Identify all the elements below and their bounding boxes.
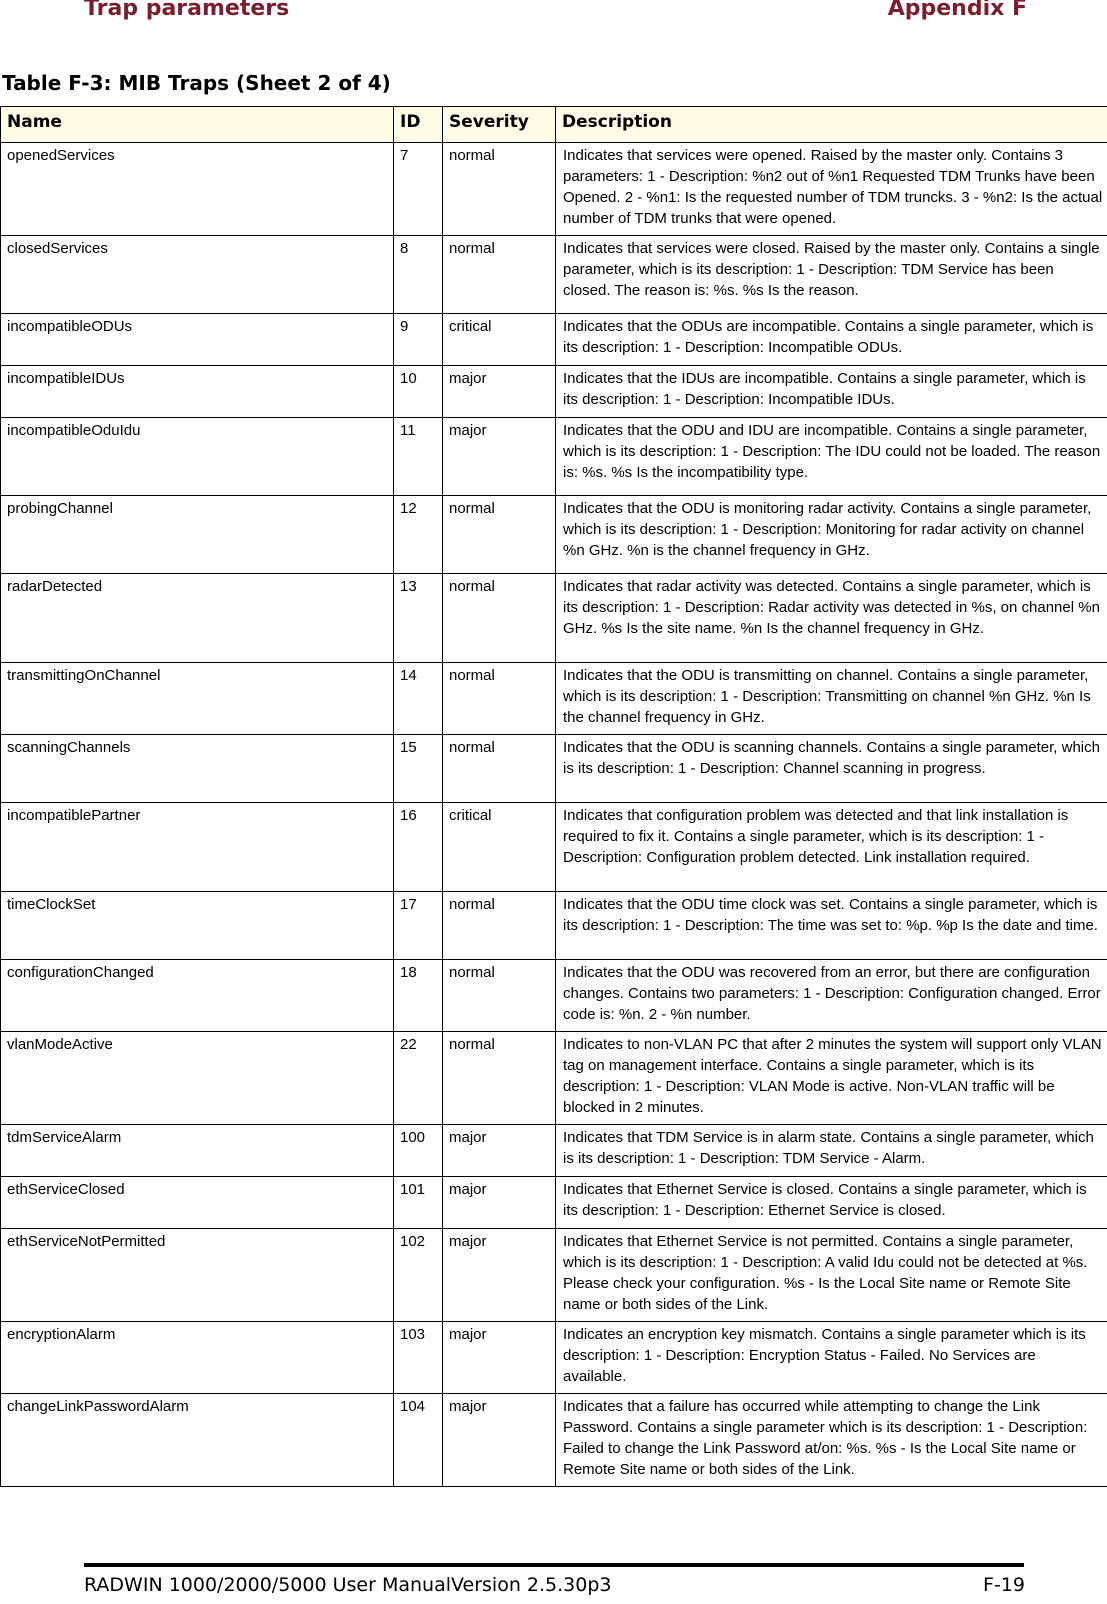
trap-name-cell: incompatiblePartner — [1, 803, 394, 892]
trap-name-cell: incompatibleODUs — [1, 314, 394, 366]
trap-name-cell: configurationChanged — [1, 960, 394, 1032]
trap-id-cell: 11 — [394, 418, 443, 496]
trap-name-cell: timeClockSet — [1, 892, 394, 960]
table-row — [1, 663, 1107, 735]
table-row — [1, 1177, 1107, 1229]
trap-severity-cell: critical — [443, 803, 556, 892]
trap-name-cell: vlanModeActive — [1, 1032, 394, 1125]
trap-name-cell: scanningChannels — [1, 735, 394, 803]
trap-id-cell: 103 — [394, 1322, 443, 1394]
trap-description-cell: Indicates that the ODU is transmitting on channel. Contains a single parameter, which is its description: 1 - Description: Transmitting on channel %n GHz. %n Is the channel frequency in GHz. — [556, 663, 1107, 735]
trap-name-cell: closedServices — [1, 236, 394, 314]
trap-id-cell: 14 — [394, 663, 443, 735]
trap-severity-cell: normal — [443, 496, 556, 574]
trap-name-cell: openedServices — [1, 143, 394, 236]
trap-id-cell: 17 — [394, 892, 443, 960]
trap-severity-cell: major — [443, 418, 556, 496]
table-row — [1, 1125, 1107, 1177]
table-row — [1, 735, 1107, 803]
trap-description-cell: Indicates that the ODU is scanning channels. Contains a single parameter, which is its description: 1 - Description: Channel scanning in progress. — [556, 735, 1107, 803]
trap-severity-cell: major — [443, 1322, 556, 1394]
trap-id-cell: 12 — [394, 496, 443, 574]
trap-id-cell: 8 — [394, 236, 443, 314]
table-header-row — [1, 107, 1107, 143]
trap-severity-cell: major — [443, 366, 556, 418]
footer-manual-title: RADWIN 1000/2000/5000 User ManualVersion 2.5.30p3 — [84, 1574, 612, 1596]
column-header-id: ID — [394, 107, 443, 143]
table-row — [1, 960, 1107, 1032]
table-title: Table F-3: MIB Traps (Sheet 2 of 4) — [2, 71, 391, 95]
trap-severity-cell: normal — [443, 236, 556, 314]
table-row — [1, 803, 1107, 892]
trap-description-cell: Indicates an encryption key mismatch. Contains a single parameter which is its description: 1 - Description: Encryption Status - Failed. No Services are available. — [556, 1322, 1107, 1394]
table-row — [1, 496, 1107, 574]
trap-id-cell: 7 — [394, 143, 443, 236]
column-header-name: Name — [1, 107, 394, 143]
table-row — [1, 1229, 1107, 1322]
trap-severity-cell: normal — [443, 574, 556, 663]
trap-description-cell: Indicates that Ethernet Service is closed. Contains a single parameter, which is its description: 1 - Description: Ethernet Service is closed. — [556, 1177, 1107, 1229]
trap-description-cell: Indicates that the ODU time clock was set. Contains a single parameter, which is its description: 1 - Description: The time was set to: %p. %p Is the date and time. — [556, 892, 1107, 960]
trap-id-cell: 15 — [394, 735, 443, 803]
trap-severity-cell: major — [443, 1229, 556, 1322]
running-header-section: Trap parameters — [84, 0, 290, 21]
trap-name-cell: changeLinkPasswordAlarm — [1, 1394, 394, 1487]
trap-severity-cell: normal — [443, 1032, 556, 1125]
trap-description-cell: Indicates that Ethernet Service is not permitted. Contains a single parameter, which is its description: 1 - Description: A valid Idu could not be detected at %s. Please check your configuration. %s - Is the Local Site name or Remote Site name or both sides of the Link. — [556, 1229, 1107, 1322]
trap-description-cell: Indicates that TDM Service is in alarm state. Contains a single parameter, which is its description: 1 - Description: TDM Service - Alarm. — [556, 1125, 1107, 1177]
trap-description-cell: Indicates that the ODU was recovered from an error, but there are configuration changes. Contains two parameters: 1 - Description: Configuration changed. Error code is: %n. 2 - %n number. — [556, 960, 1107, 1032]
trap-name-cell: transmittingOnChannel — [1, 663, 394, 735]
trap-severity-cell: normal — [443, 735, 556, 803]
trap-id-cell: 18 — [394, 960, 443, 1032]
trap-name-cell: probingChannel — [1, 496, 394, 574]
trap-description-cell: Indicates to non-VLAN PC that after 2 minutes the system will support only VLAN tag on management interface. Contains a single parameter, which is its description: 1 - Description: VLAN Mode is active. Non-VLAN traffic will be blocked in 2 minutes. — [556, 1032, 1107, 1125]
trap-description-cell: Indicates that configuration problem was detected and that link installation is required to fix it. Contains a single parameter, which is its description: 1 - Description: Configuration problem detected. Link installation required. — [556, 803, 1107, 892]
trap-description-cell: Indicates that services were closed. Raised by the master only. Contains a single parameter, which is its description: 1 - Description: TDM Service has been closed. The reason is: %s. %s Is the reason. — [556, 236, 1107, 314]
trap-id-cell: 102 — [394, 1229, 443, 1322]
trap-severity-cell: normal — [443, 960, 556, 1032]
trap-description-cell: Indicates that the ODU and IDU are incompatible. Contains a single parameter, which is its description: 1 - Description: The IDU could not be loaded. The reason is: %s. %s Is the incompatibility type. — [556, 418, 1107, 496]
trap-name-cell: incompatibleOduIdu — [1, 418, 394, 496]
trap-id-cell: 22 — [394, 1032, 443, 1125]
trap-id-cell: 16 — [394, 803, 443, 892]
trap-id-cell: 104 — [394, 1394, 443, 1487]
table-row — [1, 236, 1107, 314]
trap-name-cell: incompatibleIDUs — [1, 366, 394, 418]
table-row — [1, 892, 1107, 960]
trap-id-cell: 101 — [394, 1177, 443, 1229]
trap-severity-cell: normal — [443, 892, 556, 960]
trap-id-cell: 10 — [394, 366, 443, 418]
trap-description-cell: Indicates that services were opened. Raised by the master only. Contains 3 parameters: 1 - Description: %n2 out of %n1 Requested TDM Trunks have been Opened. 2 - %n1: Is the requested number of TDM truncks. 3 - %n2: Is the actual number of TDM trunks that were opened. — [556, 143, 1107, 236]
trap-id-cell: 13 — [394, 574, 443, 663]
trap-severity-cell: major — [443, 1394, 556, 1487]
trap-name-cell: ethServiceClosed — [1, 1177, 394, 1229]
trap-id-cell: 100 — [394, 1125, 443, 1177]
trap-name-cell: ethServiceNotPermitted — [1, 1229, 394, 1322]
table-row — [1, 1394, 1107, 1487]
trap-id-cell: 9 — [394, 314, 443, 366]
trap-description-cell: Indicates that a failure has occurred while attempting to change the Link Password. Contains a single parameter which is its description: 1 - Description: Failed to change the Link Password at/on: %s. %s - Is the Local Site name or Remote Site name or both sides of the Link. — [556, 1394, 1107, 1487]
trap-severity-cell: major — [443, 1125, 556, 1177]
column-header-description: Description — [556, 107, 1107, 143]
table-row — [1, 1322, 1107, 1394]
column-header-severity: Severity — [443, 107, 556, 143]
trap-severity-cell: critical — [443, 314, 556, 366]
trap-description-cell: Indicates that the ODUs are incompatible. Contains a single parameter, which is its description: 1 - Description: Incompatible ODUs. — [556, 314, 1107, 366]
table-row — [1, 1032, 1107, 1125]
trap-name-cell: encryptionAlarm — [1, 1322, 394, 1394]
mib-traps-table — [0, 106, 1107, 1487]
table-body — [1, 143, 1107, 1487]
trap-severity-cell: normal — [443, 143, 556, 236]
trap-severity-cell: normal — [443, 663, 556, 735]
table-row — [1, 418, 1107, 496]
table-row — [1, 143, 1107, 236]
running-header-appendix: Appendix F — [887, 0, 1027, 21]
trap-severity-cell: major — [443, 1177, 556, 1229]
trap-description-cell: Indicates that the ODU is monitoring radar activity. Contains a single parameter, which is its description: 1 - Description: Monitoring for radar activity on channel %n GHz. %n is the channel frequency in GHz. — [556, 496, 1107, 574]
trap-description-cell: Indicates that radar activity was detected. Contains a single parameter, which is its description: 1 - Description: Radar activity was detected in %s, on channel %n GHz. %s Is the site name. %n Is the channel frequency in GHz. — [556, 574, 1107, 663]
trap-name-cell: radarDetected — [1, 574, 394, 663]
footer-page-number: F-19 — [983, 1574, 1025, 1596]
table-row — [1, 366, 1107, 418]
table-row — [1, 314, 1107, 366]
table-row — [1, 574, 1107, 663]
trap-name-cell: tdmServiceAlarm — [1, 1125, 394, 1177]
trap-description-cell: Indicates that the IDUs are incompatible. Contains a single parameter, which is its description: 1 - Description: Incompatible IDUs. — [556, 366, 1107, 418]
footer-divider — [84, 1563, 1024, 1567]
